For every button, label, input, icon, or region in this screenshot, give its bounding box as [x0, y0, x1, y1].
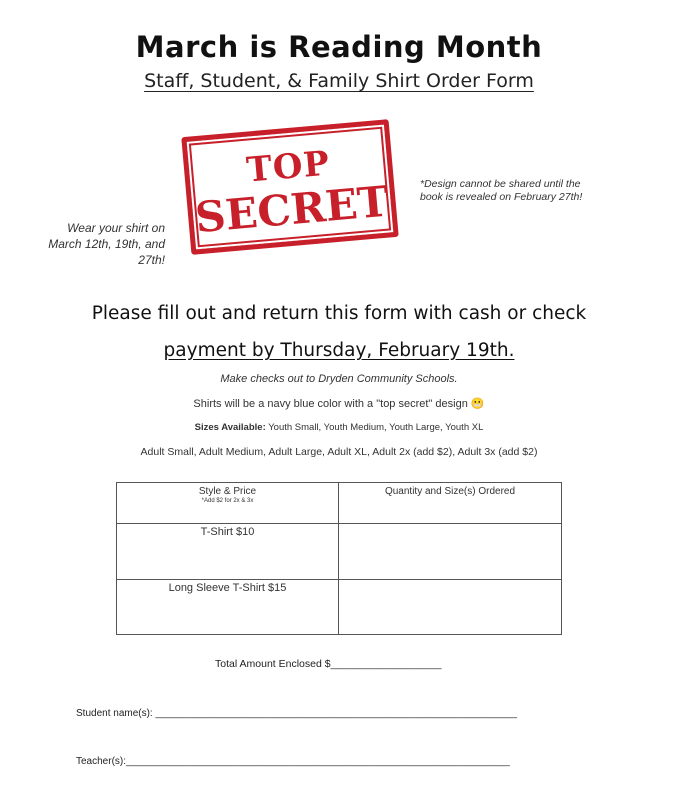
sizes-youth-line: [0, 422, 678, 433]
instruction-line-2: [0, 340, 678, 361]
quantity-cell-tshirt[interactable]: [339, 524, 562, 580]
style-cell-long-sleeve: Long Sleeve T-Shirt $15: [117, 580, 339, 635]
wear-dates-note: Wear your shirt on March 12th, 19th, and 27th!: [48, 221, 165, 267]
sizes-adult-line: Adult Small, Adult Medium, Adult Large, Adult XL, Adult 2x (add $2), Adult 3x (add $2): [140, 446, 538, 458]
shirt-color-note: Shirts will be a navy blue color with a "top secret" design 😬: [193, 398, 485, 410]
teacher-field[interactable]: Teacher(s):_____________________________________________________________________: [76, 756, 510, 767]
order-table: [116, 482, 562, 635]
table-row: [117, 524, 562, 580]
sizes-youth: Youth Small, Youth Medium, Youth Large, Youth XL: [265, 422, 484, 433]
instruction-line-1: Please fill out and return this form with cash or check: [91, 303, 587, 324]
quantity-cell-long-sleeve[interactable]: [339, 580, 562, 635]
stamp-secret-text: SECRET: [193, 176, 391, 243]
total-amount-field[interactable]: Total Amount Enclosed $___________________: [215, 658, 442, 670]
table-row: [117, 580, 562, 635]
stamp-top-text: TOP: [244, 143, 332, 191]
style-price-header: [117, 483, 339, 524]
sizes-label: Sizes Available:: [194, 422, 266, 433]
quantity-header: Quantity and Size(s) Ordered: [339, 483, 562, 524]
subtitle-text: Staff, Student, & Family Shirt Order Form: [144, 70, 534, 92]
table-header-row: [117, 483, 562, 524]
deadline-text: payment by Thursday, February 19th.: [163, 340, 515, 361]
design-note: *Design cannot be shared until the book is revealed on February 27th!: [420, 178, 583, 203]
size-surcharge-note: *Add $2 for 2x & 3x: [201, 498, 254, 504]
page-title: March is Reading Month: [135, 30, 543, 64]
page-subtitle: [0, 70, 678, 92]
student-name-field[interactable]: Student name(s): _________________________________________________________________: [76, 708, 517, 719]
style-cell-tshirt: T-Shirt $10: [117, 524, 339, 580]
top-secret-stamp: [181, 119, 398, 255]
style-price-label: Style & Price: [198, 486, 257, 497]
check-payable-note: Make checks out to Dryden Community Schools.: [220, 373, 458, 385]
